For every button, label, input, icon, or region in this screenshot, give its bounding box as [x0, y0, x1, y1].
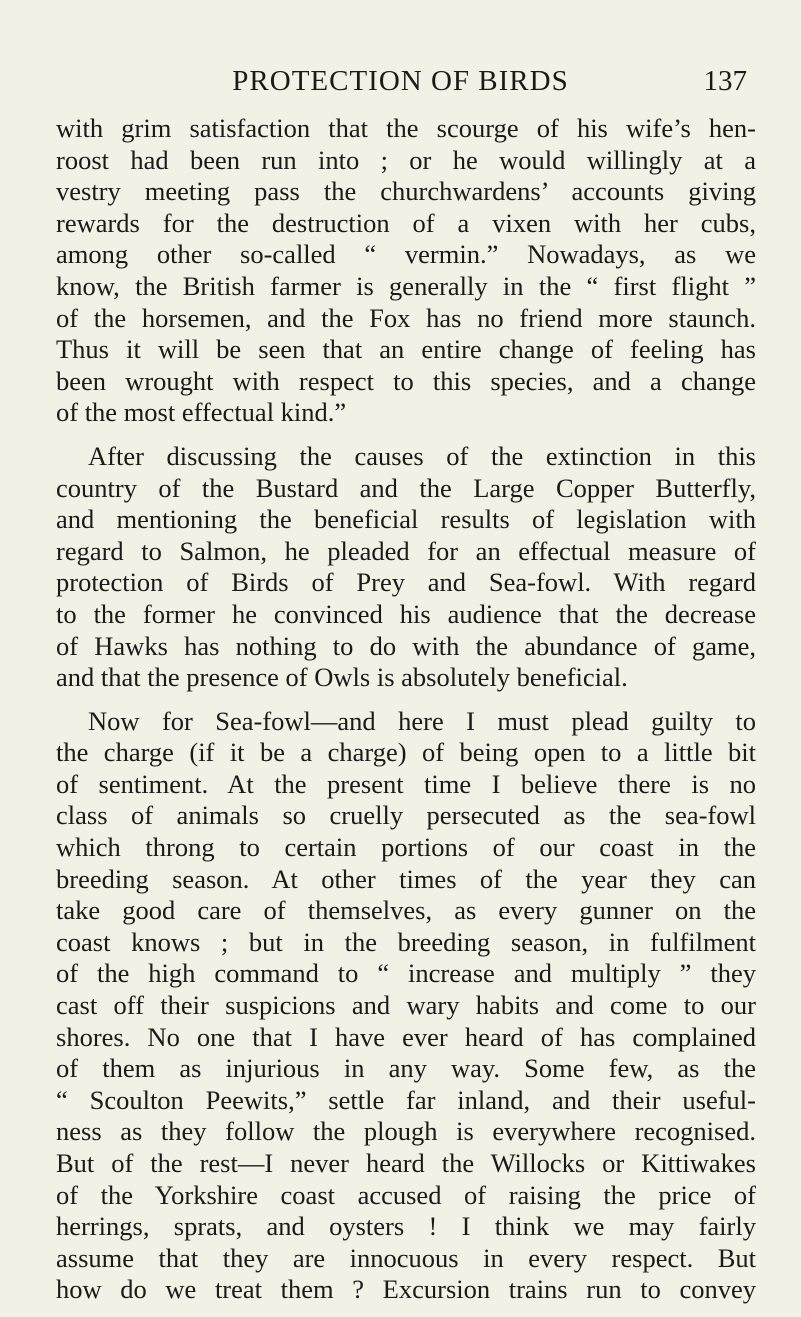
text-line: coast knows ; but in the breeding season, in fulfilment: [56, 926, 756, 957]
text-line: and that the presence of Owls is absolutely beneficial.: [56, 662, 628, 693]
text-line: regard to Salmon, he pleaded for an effectual measure of: [56, 535, 756, 566]
text-line: among other so-called “ vermin.” Nowadays, as we: [56, 239, 756, 270]
text-line: But of the rest—I never heard the Willocks or Kittiwakes: [56, 1148, 756, 1178]
text-line: class of animals so cruelly persecuted as the sea-fowl: [56, 800, 756, 831]
running-title: PROTECTION OF BIRDS: [232, 65, 569, 97]
text-line: shores. No one that I have ever heard of has complained: [56, 1021, 756, 1052]
text-line: country of the Bustard and the Large Copper Butterfly,: [56, 472, 756, 503]
text-line: take good care of themselves, as every gunner on the: [56, 895, 756, 926]
text-line: to the former he convinced his audience that the decrease: [56, 598, 756, 629]
paragraph-gap: [56, 694, 756, 706]
text-line: been wrought with respect to this species, and a change: [56, 365, 756, 396]
text-line: the charge (if it be a charge) of being open to a little bit: [56, 737, 756, 768]
text-line: vestry meeting pass the churchwardens’ accounts giving: [56, 176, 756, 207]
body-text: [56, 113, 756, 1306]
paragraph-2: [56, 441, 756, 694]
text-line: of Hawks has nothing to do with the abundance of game,: [56, 630, 756, 661]
text-line: cast off their suspicions and wary habits and come to our: [56, 990, 756, 1021]
text-line: roost had been run into ; or he would willingly at a: [56, 144, 756, 175]
text-line: After discussing the causes of the extinction in this: [88, 440, 756, 471]
text-line: of the Yorkshire coast accused of raising the price of: [56, 1179, 756, 1210]
text-line: and mentioning the beneficial results of legislation with: [56, 504, 756, 535]
text-line: rewards for the destruction of a vixen with her cubs,: [56, 207, 756, 238]
text-line: with grim satisfaction that the scourge of his wife’s hen-: [56, 113, 756, 143]
paragraph-3: [56, 706, 756, 1306]
text-line: Now for Sea-fowl—and here I must plead guilty to: [88, 705, 756, 736]
text-line: how do we treat them ? Excursion trains run to convey: [56, 1274, 756, 1305]
running-head: [0, 64, 801, 104]
text-line: of the most effectual kind.”: [56, 397, 347, 428]
text-line: which throng to certain portions of our coast in the: [56, 832, 756, 863]
paragraph-gap: [56, 429, 756, 441]
text-line: ness as they follow the plough is everywhere recognised.: [56, 1116, 756, 1147]
text-line: Thus it will be seen that an entire change of feeling has: [56, 334, 756, 365]
text-line: know, the British farmer is generally in the “ first flight ”: [56, 270, 756, 301]
text-line: herrings, sprats, and oysters ! I think we may fairly: [56, 1211, 756, 1242]
text-line: of sentiment. At the present time I believe there is no: [56, 768, 756, 799]
text-line: of the horsemen, and the Fox has no friend more staunch.: [56, 302, 756, 333]
text-line: assume that they are innocuous in every respect. But: [56, 1242, 756, 1273]
text-line: protection of Birds of Prey and Sea-fowl. With regard: [56, 567, 756, 598]
text-line: of the high command to “ increase and multiply ” they: [56, 958, 756, 989]
text-line: of them as injurious in any way. Some few, as the: [56, 1053, 756, 1084]
text-line: breeding season. At other times of the year they can: [56, 863, 756, 894]
page-number: 137: [703, 65, 747, 97]
paragraph-1: [56, 113, 756, 429]
text-line: “ Scoulton Peewits,” settle far inland, and their useful-: [56, 1084, 756, 1115]
